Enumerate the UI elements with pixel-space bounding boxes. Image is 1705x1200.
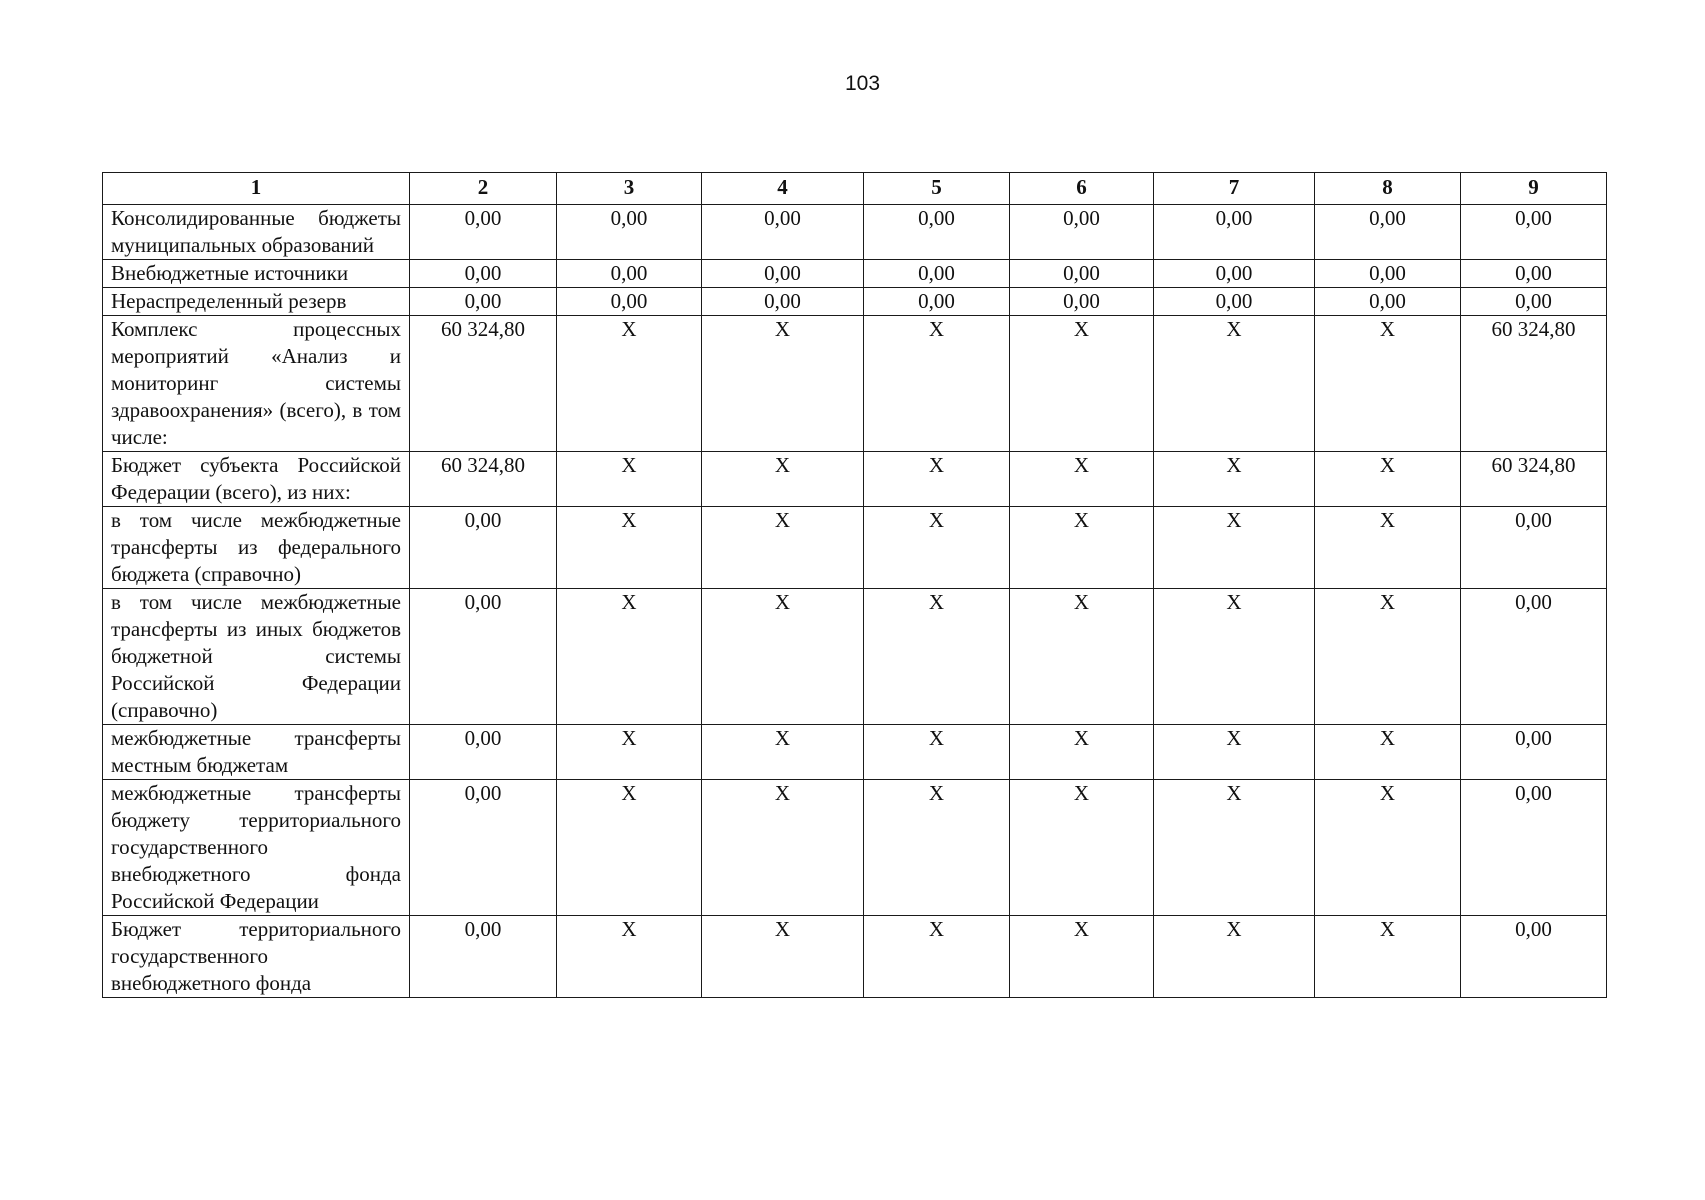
column-header: 4 xyxy=(702,173,864,205)
row-label: в том числе межбюджетные трансферты из иных бюджетов бюджетной системы Российской Федерации (справочно) xyxy=(103,589,410,725)
table-row xyxy=(103,589,1607,725)
table-cell: 0,00 xyxy=(1461,260,1607,288)
table-cell: X xyxy=(864,507,1010,589)
table-cell: 0,00 xyxy=(1461,916,1607,998)
table-cell: 0,00 xyxy=(557,205,702,260)
table-cell: 0,00 xyxy=(702,288,864,316)
row-label: Бюджет территориального государственного внебюджетного фонда xyxy=(103,916,410,998)
table-cell: X xyxy=(1315,507,1461,589)
table-cell: X xyxy=(1154,916,1315,998)
row-label: Комплекс процессных мероприятий «Анализ и мониторинг системы здравоохранения» (всего), в том числе: xyxy=(103,316,410,452)
table-cell: 0,00 xyxy=(410,205,557,260)
table-cell: X xyxy=(557,507,702,589)
table-cell: 0,00 xyxy=(1315,205,1461,260)
table-cell: X xyxy=(702,589,864,725)
table-row xyxy=(103,452,1607,507)
column-header: 6 xyxy=(1010,173,1154,205)
table-cell: 60 324,80 xyxy=(1461,452,1607,507)
row-label: Консолидированные бюджеты муниципальных образований xyxy=(103,205,410,260)
table-cell: 0,00 xyxy=(702,260,864,288)
header-row xyxy=(103,173,1607,205)
table-cell: 0,00 xyxy=(1315,260,1461,288)
table-cell: X xyxy=(1154,589,1315,725)
page-number: 103 xyxy=(844,72,881,95)
table-cell: X xyxy=(557,316,702,452)
table-cell: 0,00 xyxy=(410,260,557,288)
table-cell: X xyxy=(1315,725,1461,780)
table-cell: X xyxy=(864,589,1010,725)
table-cell: 0,00 xyxy=(410,725,557,780)
table-cell: 0,00 xyxy=(410,916,557,998)
table-row xyxy=(103,205,1607,260)
table-cell: 0,00 xyxy=(1154,205,1315,260)
column-header: 2 xyxy=(410,173,557,205)
table-cell: X xyxy=(702,725,864,780)
table-cell: 0,00 xyxy=(1010,288,1154,316)
column-header: 9 xyxy=(1461,173,1607,205)
table-cell: X xyxy=(702,507,864,589)
table-cell: X xyxy=(1315,452,1461,507)
row-label: в том числе межбюджетные трансферты из федерального бюджета (справочно) xyxy=(103,507,410,589)
table-cell: 0,00 xyxy=(410,288,557,316)
table-cell: X xyxy=(702,316,864,452)
table-cell: X xyxy=(864,725,1010,780)
column-header: 3 xyxy=(557,173,702,205)
table-cell: 0,00 xyxy=(1461,725,1607,780)
table-cell: X xyxy=(1154,316,1315,452)
table-cell: 0,00 xyxy=(557,288,702,316)
table-cell: 0,00 xyxy=(1154,260,1315,288)
table-cell: X xyxy=(1154,507,1315,589)
table-row xyxy=(103,316,1607,452)
table-cell: X xyxy=(557,916,702,998)
table-cell: 0,00 xyxy=(1461,507,1607,589)
table-cell: 0,00 xyxy=(410,507,557,589)
table-row xyxy=(103,916,1607,998)
table-row xyxy=(103,725,1607,780)
table-cell: X xyxy=(1315,589,1461,725)
table-cell: 0,00 xyxy=(1010,205,1154,260)
table-cell: 0,00 xyxy=(864,260,1010,288)
table-cell: X xyxy=(557,589,702,725)
table-cell: 0,00 xyxy=(1461,205,1607,260)
table-cell: 60 324,80 xyxy=(410,316,557,452)
table-cell: 0,00 xyxy=(410,589,557,725)
table-cell: 0,00 xyxy=(557,260,702,288)
row-label: Бюджет субъекта Российской Федерации (всего), из них: xyxy=(103,452,410,507)
table-cell: 0,00 xyxy=(1154,288,1315,316)
table-cell: X xyxy=(1010,780,1154,916)
table-cell: X xyxy=(1010,916,1154,998)
table-cell: 0,00 xyxy=(1010,260,1154,288)
table-cell: 0,00 xyxy=(410,780,557,916)
table-cell: 60 324,80 xyxy=(410,452,557,507)
table-cell: 0,00 xyxy=(864,288,1010,316)
table-cell: X xyxy=(1315,780,1461,916)
table-cell: X xyxy=(702,452,864,507)
column-header: 8 xyxy=(1315,173,1461,205)
table-cell: X xyxy=(1154,452,1315,507)
table-cell: 0,00 xyxy=(702,205,864,260)
table-cell: 0,00 xyxy=(1315,288,1461,316)
table-cell: X xyxy=(702,916,864,998)
table-cell: X xyxy=(1010,725,1154,780)
table-cell: 0,00 xyxy=(864,205,1010,260)
table-row xyxy=(103,780,1607,916)
table-cell: X xyxy=(1315,316,1461,452)
table-cell: X xyxy=(557,725,702,780)
table-row xyxy=(103,288,1607,316)
table-cell: X xyxy=(1315,916,1461,998)
table-cell: X xyxy=(1010,589,1154,725)
column-header: 1 xyxy=(103,173,410,205)
table-cell: 0,00 xyxy=(1461,288,1607,316)
row-label: Внебюджетные источники xyxy=(103,260,410,288)
table-cell: X xyxy=(864,316,1010,452)
table-cell: X xyxy=(702,780,864,916)
row-label: Нераспределенный резерв xyxy=(103,288,410,316)
table-cell: X xyxy=(1154,725,1315,780)
table-cell: X xyxy=(557,780,702,916)
table-cell: X xyxy=(1010,452,1154,507)
column-header: 5 xyxy=(864,173,1010,205)
table-cell: X xyxy=(1010,507,1154,589)
table-cell: X xyxy=(864,780,1010,916)
table-cell: X xyxy=(864,916,1010,998)
table-cell: X xyxy=(1010,316,1154,452)
table-cell: X xyxy=(864,452,1010,507)
table-row xyxy=(103,507,1607,589)
table-cell: X xyxy=(557,452,702,507)
row-label: межбюджетные трансферты бюджету территориального государственного внебюджетного фонда Российской Федерации xyxy=(103,780,410,916)
table-row xyxy=(103,260,1607,288)
table-cell: 60 324,80 xyxy=(1461,316,1607,452)
row-label: межбюджетные трансферты местным бюджетам xyxy=(103,725,410,780)
table-cell: X xyxy=(1154,780,1315,916)
budget-table xyxy=(102,172,1607,998)
column-header: 7 xyxy=(1154,173,1315,205)
table-cell: 0,00 xyxy=(1461,589,1607,725)
table-cell: 0,00 xyxy=(1461,780,1607,916)
